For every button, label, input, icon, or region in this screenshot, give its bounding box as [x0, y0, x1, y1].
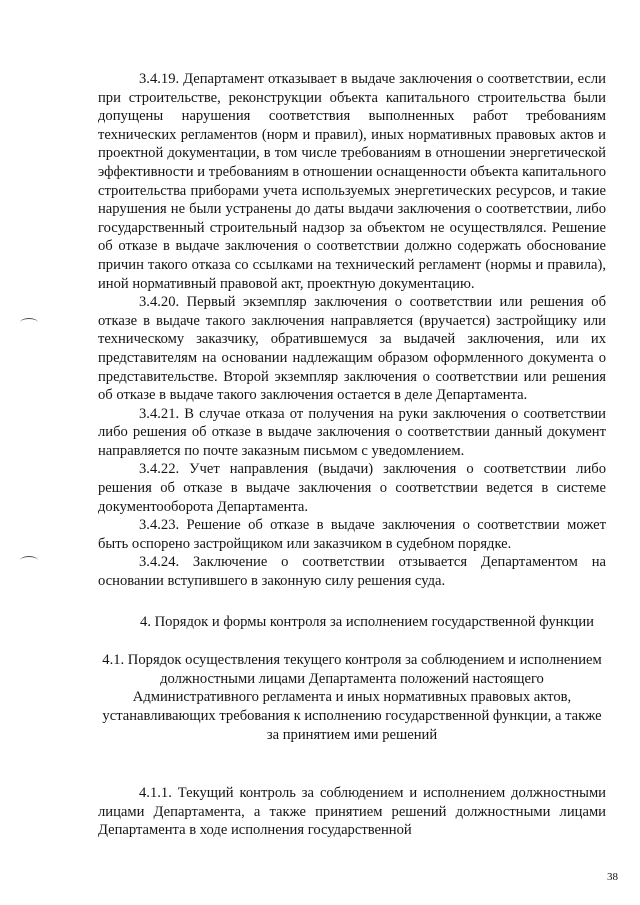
paragraph-3-4-23: 3.4.23. Решение об отказе в выдаче заключения о соответствии может быть оспорено застройщиком или заказчиком в судебном порядке. [98, 517, 606, 552]
document-body [98, 70, 606, 840]
section-heading: 4. Порядок и формы контроля за исполнением государственной функции [140, 613, 594, 630]
page-number: 38 [607, 871, 618, 883]
paragraph-3-4-22: 3.4.22. Учет направления (выдачи) заключения о соответствии либо решения об отказе в выдаче заключения о соответствии ведется в системе документооборота Департамента. [98, 461, 606, 515]
margin-bracket-mark [20, 318, 38, 327]
paragraph-3-4-20: 3.4.20. Первый экземпляр заключения о соответствии или решения об отказе в выдаче такого заключения направляется (вручается) застройщику или техническому заказчику, обратившемуся за выдачей заключения, или их представителям на основании надлежащим образом оформленного документа о представительстве. Второй экземпляр заключения о соответствии или решения об отказе в выдаче такого заключения остается в деле Департамента. [98, 294, 606, 404]
paragraph-3-4-19: 3.4.19. Департамент отказывает в выдаче заключения о соответствии, если при строительстве, реконструкции объекта капитального строительства были допущены нарушения соответствия выполненных работ требованиям технических регламентов (норм и правил), иных нормативных правовых актов и проектной документации, в том числе требованиям в отношении энергетической эффективности и требованиям в отношении оснащенности объекта капитального строительства приборами учета используемых энергетических ресурсов, и такие нарушения не были устранены до даты выдачи заключения о соответствии, либо государственный строительный надзор за объектом не осуществлялся. Решение об отказе в выдаче заключения о соответствии должно содержать обоснование причин такого отказа со ссылками на технический регламент (нормы и правила), иной нормативный правовой акт, проектную документацию. [98, 71, 606, 292]
paragraph-3-4-24: 3.4.24. Заключение о соответствии отзывается Департаментом на основании вступившего в законную силу решения суда. [98, 554, 606, 590]
margin-bracket-mark [20, 556, 38, 565]
paragraph-4-1-1: 4.1.1. Текущий контроль за соблюдением и исполнением должностными лицами Департамента, а также принятием решений должностными лицами Департамента в ходе исполнения государственной [98, 785, 606, 839]
subsection-heading: 4.1. Порядок осуществления текущего контроля за соблюдением и исполнением должностными лицами Департамента положений настоящего Административного регламента и иных нормативных правовых актов, устанавливающих требования к исполнению государственной функции, а также за принятием ими решений [102, 652, 602, 743]
paragraph-3-4-21: 3.4.21. В случае отказа от получения на руки заключения о соответствии либо решения об отказе в выдаче заключения о соответствии данный документ направляется по почте заказным письмом с уведомлением. [98, 405, 606, 459]
